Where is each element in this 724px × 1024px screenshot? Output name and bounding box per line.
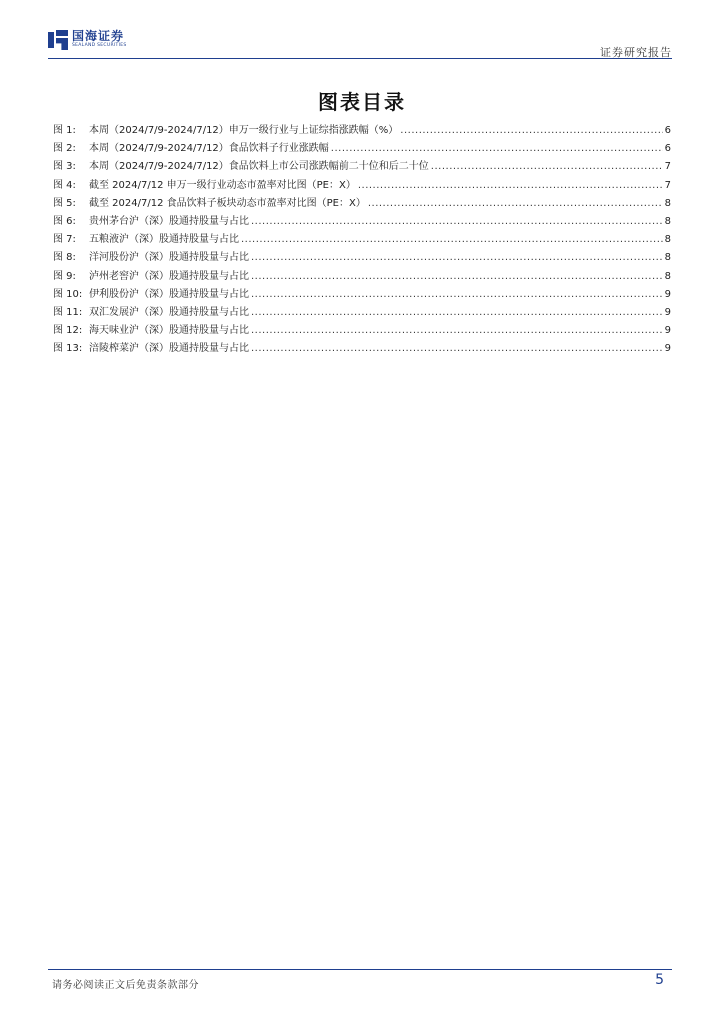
footer-divider xyxy=(48,969,672,970)
toc-entry-text: 截至 2024/7/12 申万一级行业动态市盈率对比图（PE：X） xyxy=(89,179,356,191)
toc-entry-label: 图 11: xyxy=(53,306,83,318)
toc-leader-dots xyxy=(251,216,663,227)
toc-leader-dots xyxy=(251,307,663,318)
toc-entry-label: 图 12: xyxy=(53,325,83,337)
toc-entry-text: 本周（2024/7/9-2024/7/12）食品饮料上市公司涨跌幅前二十位和后二十位 xyxy=(89,161,429,173)
toc-entry[interactable] xyxy=(53,212,671,230)
toc-entry[interactable] xyxy=(53,139,671,157)
toc-leader-dots xyxy=(251,289,663,300)
toc-entry-page: 8 xyxy=(664,215,671,227)
toc-entry[interactable] xyxy=(53,230,671,248)
toc-leader-dots xyxy=(251,343,663,354)
page-number: 5 xyxy=(655,972,664,988)
toc-entry-label: 图 6: xyxy=(53,215,76,227)
toc-entry-page: 9 xyxy=(664,306,671,318)
toc-leader-dots xyxy=(251,252,663,263)
toc-entry-label: 图 4: xyxy=(53,179,76,191)
toc-entry-text: 洋河股份沪（深）股通持股量与占比 xyxy=(89,252,249,264)
toc-leader-dots xyxy=(431,161,663,172)
toc-entry-label: 图 10: xyxy=(53,288,83,300)
toc-entry-text: 伊利股份沪（深）股通持股量与占比 xyxy=(89,288,249,300)
toc-entry-page: 6 xyxy=(664,143,671,155)
toc-entry-page: 7 xyxy=(664,179,671,191)
logo-chinese-name: 国海证券 xyxy=(72,29,125,43)
toc-entry-text: 涪陵榨菜沪（深）股通持股量与占比 xyxy=(89,343,249,355)
toc-entry-text: 双汇发展沪（深）股通持股量与占比 xyxy=(89,306,249,318)
toc-entry[interactable] xyxy=(53,303,671,321)
toc-entry[interactable] xyxy=(53,339,671,357)
disclaimer-note: 请务必阅读正文后免责条款部分 xyxy=(52,980,199,991)
toc-entry[interactable] xyxy=(53,248,671,266)
toc-title: 图表目录 xyxy=(318,90,406,114)
toc-leader-dots xyxy=(241,234,663,245)
toc-entry-page: 9 xyxy=(664,325,671,337)
toc-entry-page: 8 xyxy=(664,234,671,246)
toc-entry[interactable] xyxy=(53,157,671,175)
toc-entry[interactable] xyxy=(53,194,671,212)
toc-entry-label: 图 2: xyxy=(53,143,76,155)
toc-entry-page: 7 xyxy=(664,161,671,173)
toc-entry[interactable] xyxy=(53,121,671,139)
toc-entry-page: 9 xyxy=(664,288,671,300)
toc-entry-page: 8 xyxy=(664,197,671,209)
toc-leader-dots xyxy=(400,125,662,136)
toc-leader-dots xyxy=(331,143,663,154)
toc-leader-dots xyxy=(368,198,663,209)
toc-entry-page: 8 xyxy=(664,270,671,282)
toc-entry-text: 截至 2024/7/12 食品饮料子板块动态市盈率对比图（PE：X） xyxy=(89,197,366,209)
toc-entry-text: 本周（2024/7/9-2024/7/12）食品饮料子行业涨跌幅 xyxy=(89,143,329,155)
toc-entry-page: 9 xyxy=(664,343,671,355)
toc-entry[interactable] xyxy=(53,285,671,303)
toc-entry-label: 图 1: xyxy=(53,125,76,136)
toc-entry-label: 图 9: xyxy=(53,270,76,282)
company-logo xyxy=(48,30,127,54)
toc-entry[interactable] xyxy=(53,267,671,285)
toc-entry-text: 五粮液沪（深）股通持股量与占比 xyxy=(89,234,239,246)
toc-entry-text: 贵州茅台沪（深）股通持股量与占比 xyxy=(89,215,249,227)
toc-list xyxy=(53,121,671,357)
header-divider xyxy=(48,58,672,59)
logo-english-name: SEALAND SECURITIES xyxy=(72,43,127,48)
toc-entry-text: 海天味业沪（深）股通持股量与占比 xyxy=(89,325,249,337)
toc-entry[interactable] xyxy=(53,176,671,194)
toc-entry[interactable] xyxy=(53,321,671,339)
toc-entry-label: 图 13: xyxy=(53,343,83,355)
toc-leader-dots xyxy=(358,180,663,191)
toc-leader-dots xyxy=(251,325,663,336)
toc-entry-label: 图 7: xyxy=(53,234,76,246)
toc-entry-text: 泸州老窖沪（深）股通持股量与占比 xyxy=(89,270,249,282)
report-type-label: 证券研究报告 xyxy=(600,46,672,59)
toc-entry-label: 图 8: xyxy=(53,252,76,264)
toc-entry-text: 本周（2024/7/9-2024/7/12）申万一级行业与上证综指涨跌幅（%） xyxy=(89,125,399,136)
toc-entry-label: 图 5: xyxy=(53,197,76,209)
toc-entry-page: 8 xyxy=(664,252,671,264)
page-header xyxy=(48,26,672,58)
toc-leader-dots xyxy=(251,271,663,282)
toc-entry-page: 6 xyxy=(664,125,671,136)
toc-entry-label: 图 3: xyxy=(53,161,76,173)
logo-icon xyxy=(48,30,68,50)
